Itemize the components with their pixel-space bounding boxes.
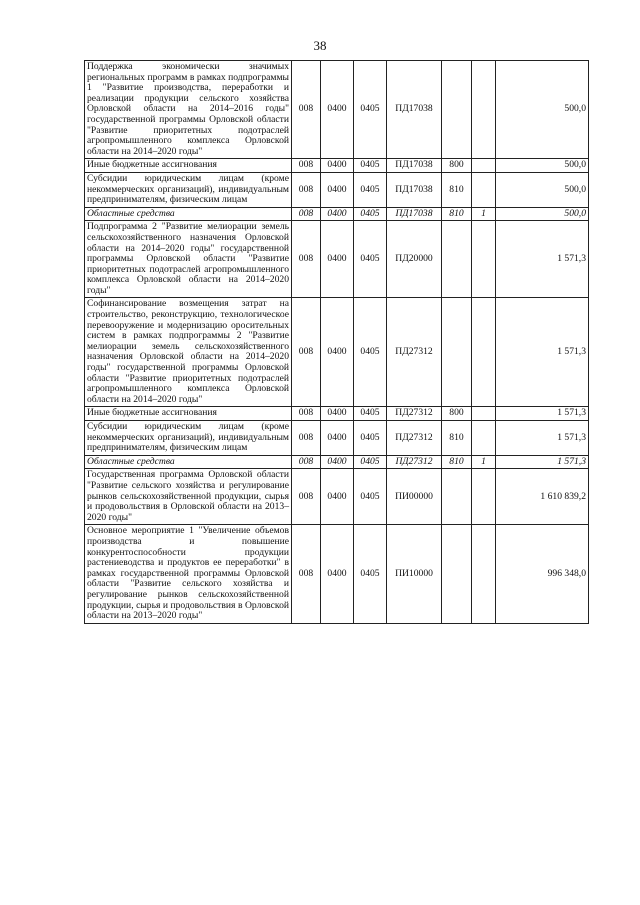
table-row — [85, 172, 589, 207]
amount: 500,0 — [496, 61, 589, 159]
section-code: 0400 — [321, 421, 354, 456]
target-code: ПД27312 — [387, 407, 442, 421]
ved-code: 008 — [292, 221, 321, 298]
expense-type-code: 800 — [442, 407, 472, 421]
table-row — [85, 207, 589, 221]
expense-type-code — [442, 221, 472, 298]
amount: 1 571,3 — [496, 221, 589, 298]
target-code: ПД27312 — [387, 455, 442, 469]
section-code: 0400 — [321, 172, 354, 207]
target-code: ПД17038 — [387, 207, 442, 221]
row-description: Основное мероприятие 1 "Увеличение объемов производства и повышение конкурентоспособности продукции растениеводства и продуктов ее переработки" в рамках государственной программы Орловской области "Развитие сельского хозяйства и регулирование рынков сельскохозяйственной продукции, сырья и продовольствия в Орловской области на 2013–2020 годы" — [85, 525, 292, 623]
amount: 500,0 — [496, 207, 589, 221]
section-code: 0400 — [321, 61, 354, 159]
source-code: 1 — [472, 455, 496, 469]
target-code: ПД27312 — [387, 421, 442, 456]
expense-type-code: 810 — [442, 207, 472, 221]
row-description: Областные средства — [85, 455, 292, 469]
table-row — [85, 469, 589, 525]
expense-type-code: 810 — [442, 455, 472, 469]
ved-code: 008 — [292, 172, 321, 207]
amount: 500,0 — [496, 159, 589, 173]
ved-code: 008 — [292, 407, 321, 421]
section-code: 0400 — [321, 159, 354, 173]
expense-type-code — [442, 298, 472, 407]
expense-type-code — [442, 525, 472, 623]
ved-code: 008 — [292, 421, 321, 456]
expense-type-code: 800 — [442, 159, 472, 173]
table-row — [85, 525, 589, 623]
amount: 500,0 — [496, 172, 589, 207]
subsection-code: 0405 — [354, 455, 387, 469]
row-description: Субсидии юридическим лицам (кроме некоммерческих организаций), индивидуальным предпринимателям, физическим лицам — [85, 172, 292, 207]
table-row — [85, 421, 589, 456]
row-description: Софинансирование возмещения затрат на строительство, реконструкцию, технологическое перевооружение и модернизацию оросительных систем в рамках подпрограммы 2 "Развитие мелиорации земель сельскохозяйственного назначения Орловской области на 2014–2020 годы" государственной программы Орловской области "Развитие приоритетных подотраслей агропромышленного комплекса Орловской области на 2014–2020 годы" — [85, 298, 292, 407]
subsection-code: 0405 — [354, 421, 387, 456]
row-description: Иные бюджетные ассигнования — [85, 159, 292, 173]
section-code: 0400 — [321, 469, 354, 525]
section-code: 0400 — [321, 298, 354, 407]
target-code: ПИ10000 — [387, 525, 442, 623]
subsection-code: 0405 — [354, 61, 387, 159]
table-row — [85, 61, 589, 159]
target-code: ПД20000 — [387, 221, 442, 298]
ved-code: 008 — [292, 298, 321, 407]
target-code: ПД17038 — [387, 61, 442, 159]
row-description: Подпрограмма 2 "Развитие мелиорации земель сельскохозяйственного назначения Орловской области на 2014–2020 годы" государственной программы Орловской области "Развитие приоритетных подотраслей агропромышленного комплекса Орловской области на 2014–2020 годы" — [85, 221, 292, 298]
row-description: Поддержка экономически значимых региональных программ в рамках подпрограммы 1 "Развитие производства, переработки и реализации продукции сельского хозяйства Орловской области на 2014–2016 годы" государственной программы Орловской области "Развитие приоритетных подотраслей агропромышленного комплекса Орловской области на 2014–2020 годы" — [85, 61, 292, 159]
section-code: 0400 — [321, 525, 354, 623]
expense-type-code — [442, 469, 472, 525]
amount: 1 571,3 — [496, 455, 589, 469]
source-code — [472, 469, 496, 525]
row-description: Иные бюджетные ассигнования — [85, 407, 292, 421]
ved-code: 008 — [292, 61, 321, 159]
amount: 1 571,3 — [496, 298, 589, 407]
target-code: ПД17038 — [387, 159, 442, 173]
row-description: Государственная программа Орловской области "Развитие сельского хозяйства и регулирование рынков сельскохозяйственной продукции, сырья и продовольствия в Орловской области на 2013–2020 годы" — [85, 469, 292, 525]
subsection-code: 0405 — [354, 207, 387, 221]
amount: 1 571,3 — [496, 407, 589, 421]
ved-code: 008 — [292, 159, 321, 173]
target-code: ПД17038 — [387, 172, 442, 207]
ved-code: 008 — [292, 207, 321, 221]
expense-type-code — [442, 61, 472, 159]
subsection-code: 0405 — [354, 298, 387, 407]
expense-type-code: 810 — [442, 172, 472, 207]
ved-code: 008 — [292, 455, 321, 469]
expense-type-code: 810 — [442, 421, 472, 456]
budget-table — [84, 60, 589, 624]
subsection-code: 0405 — [354, 525, 387, 623]
source-code — [472, 159, 496, 173]
subsection-code: 0405 — [354, 407, 387, 421]
subsection-code: 0405 — [354, 172, 387, 207]
source-code: 1 — [472, 207, 496, 221]
subsection-code: 0405 — [354, 221, 387, 298]
amount: 996 348,0 — [496, 525, 589, 623]
target-code: ПД27312 — [387, 298, 442, 407]
section-code: 0400 — [321, 455, 354, 469]
source-code — [472, 221, 496, 298]
amount: 1 571,3 — [496, 421, 589, 456]
ved-code: 008 — [292, 469, 321, 525]
source-code — [472, 421, 496, 456]
subsection-code: 0405 — [354, 159, 387, 173]
source-code — [472, 407, 496, 421]
subsection-code: 0405 — [354, 469, 387, 525]
table-row — [85, 221, 589, 298]
page-number: 38 — [313, 38, 327, 53]
table-row — [85, 407, 589, 421]
target-code: ПИ00000 — [387, 469, 442, 525]
row-description: Субсидии юридическим лицам (кроме некоммерческих организаций), индивидуальным предпринимателям, физическим лицам — [85, 421, 292, 456]
table-row — [85, 159, 589, 173]
amount: 1 610 839,2 — [496, 469, 589, 525]
source-code — [472, 172, 496, 207]
source-code — [472, 525, 496, 623]
section-code: 0400 — [321, 207, 354, 221]
ved-code: 008 — [292, 525, 321, 623]
row-description: Областные средства — [85, 207, 292, 221]
table-row — [85, 455, 589, 469]
section-code: 0400 — [321, 221, 354, 298]
source-code — [472, 298, 496, 407]
table-row — [85, 298, 589, 407]
source-code — [472, 61, 496, 159]
section-code: 0400 — [321, 407, 354, 421]
